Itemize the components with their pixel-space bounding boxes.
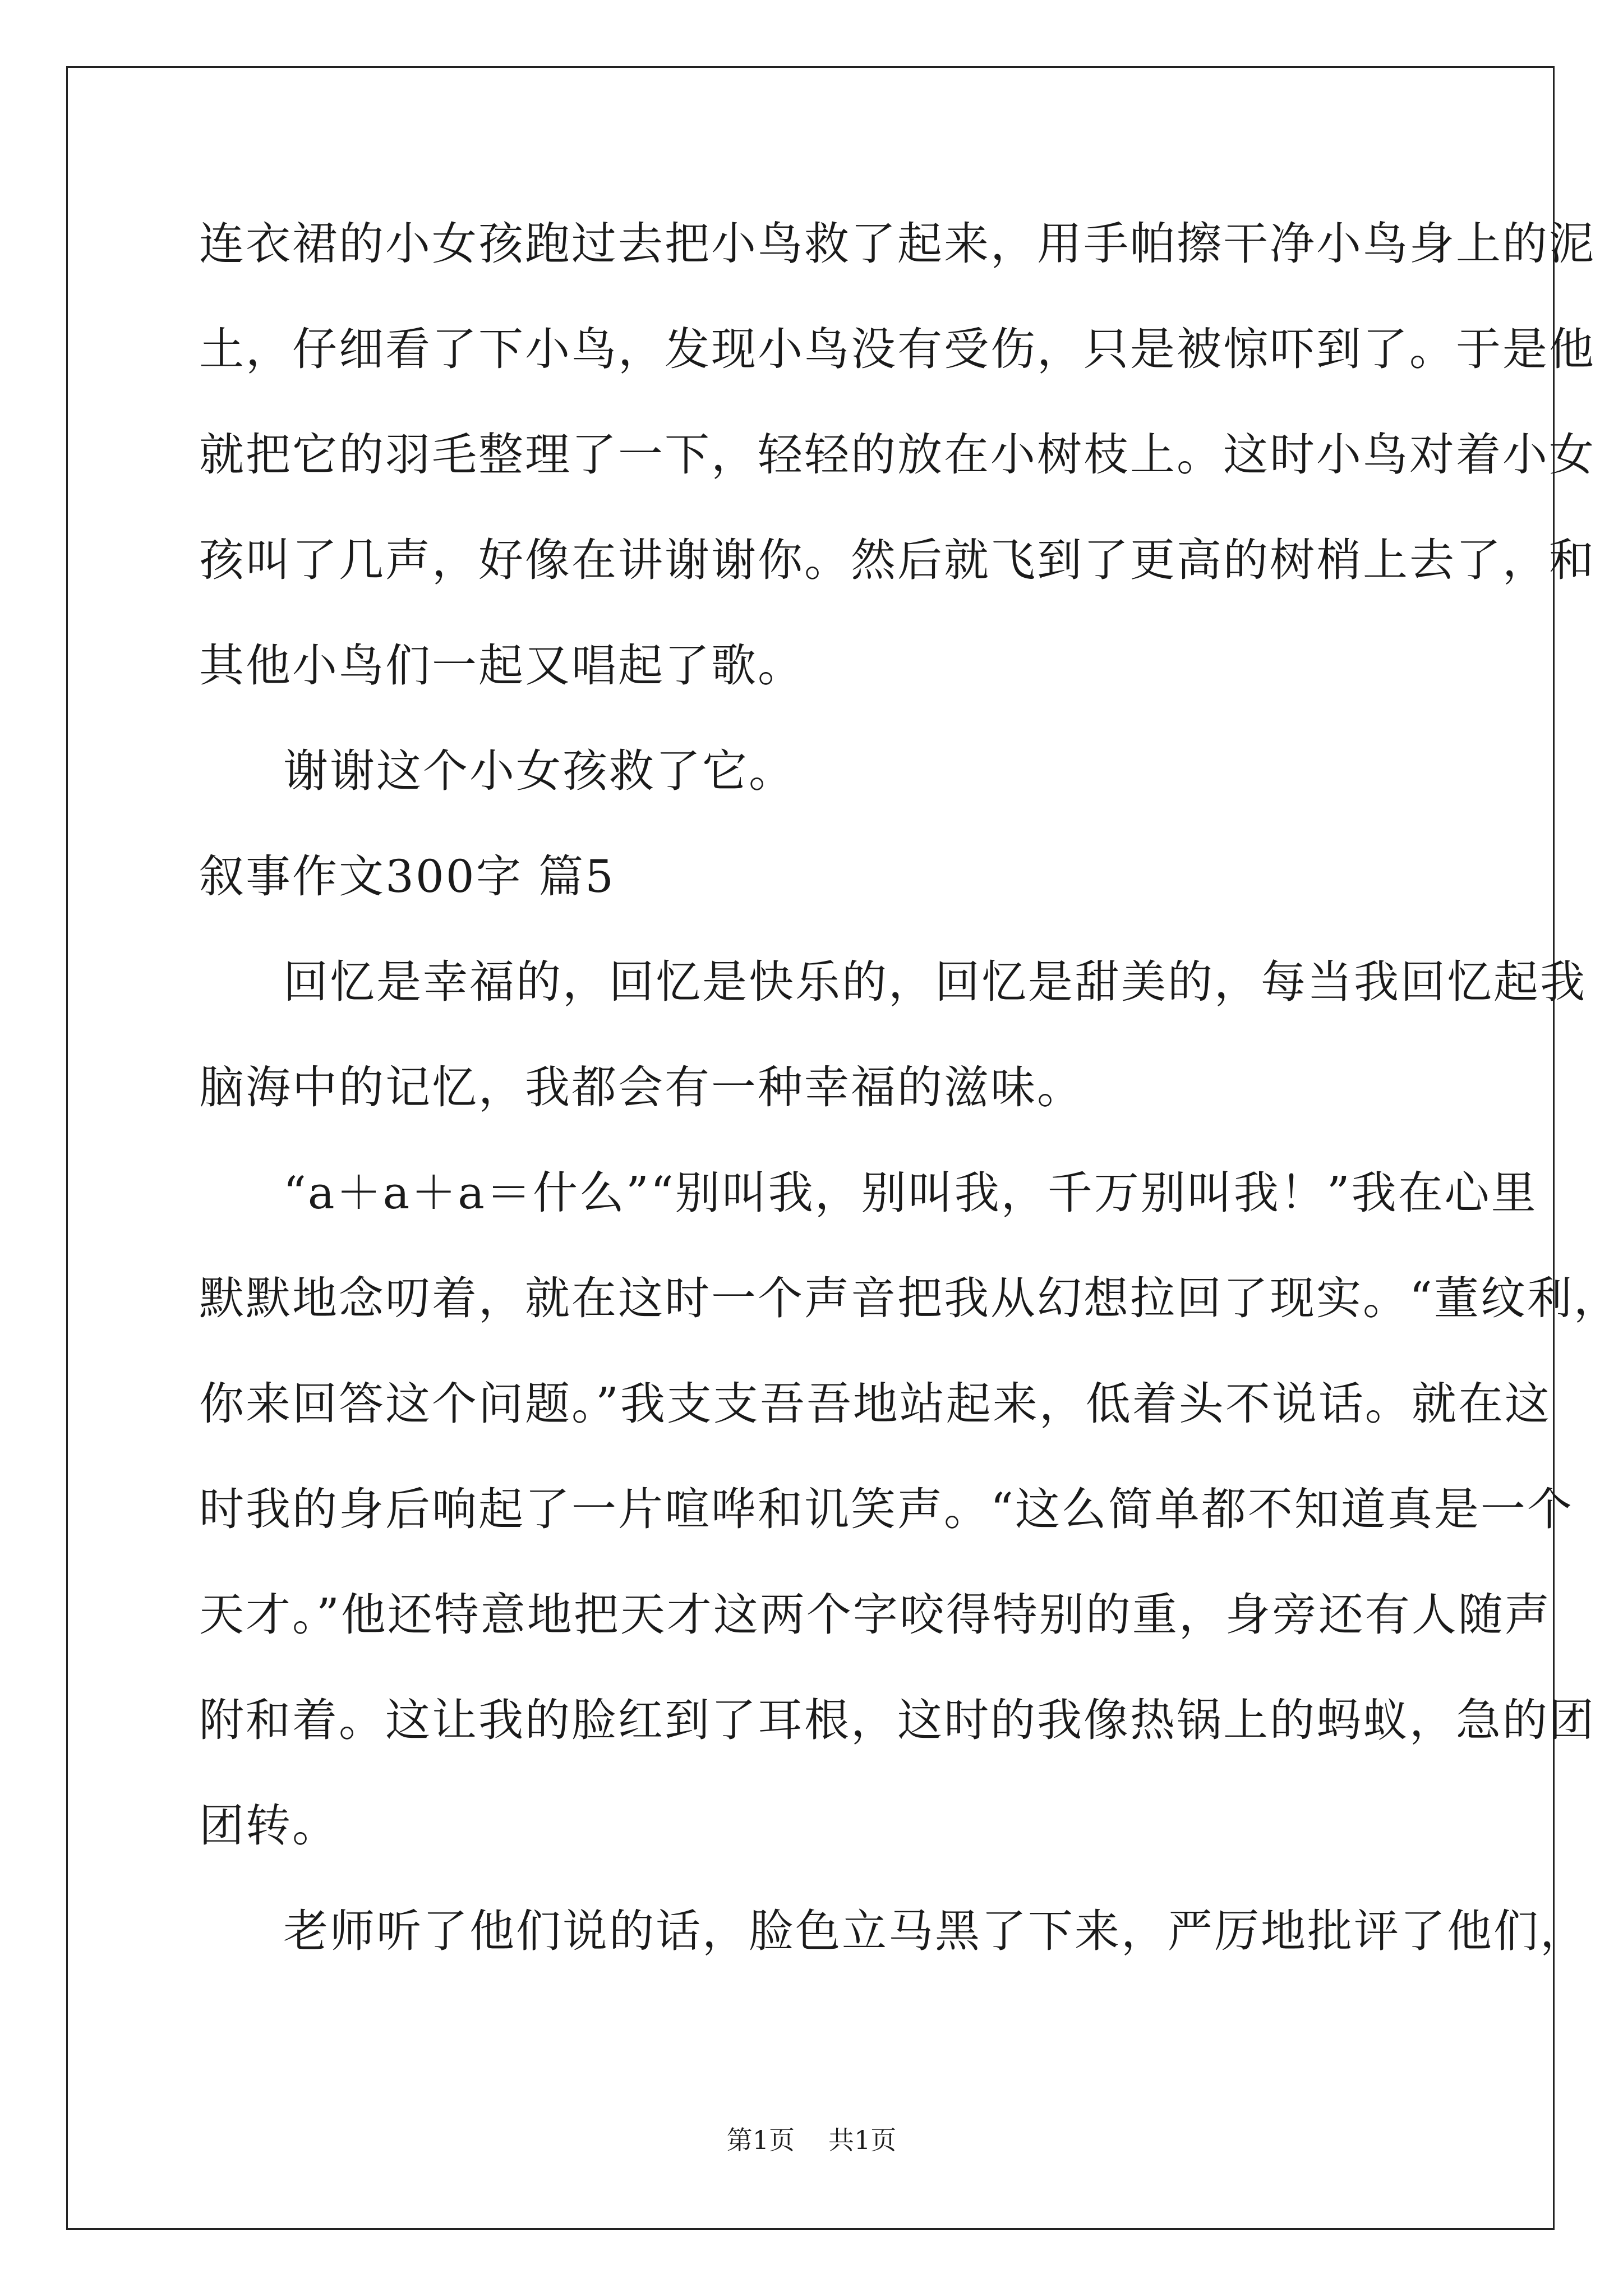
text-line: 附和着。这让我的脸红到了耳根，这时的我像热锅上的蚂蚁，急的团: [199, 1694, 1596, 1746]
text-line: 脑海中的记忆，我都会有一种幸福的滋味。: [199, 1061, 1083, 1114]
text-line: 回忆是幸福的，回忆是快乐的，回忆是甜美的，每当我回忆起我: [283, 956, 1587, 1008]
text-line: 谢谢这个小女孩救了它。: [283, 745, 795, 797]
text-line: 土，仔细看了下小鸟，发现小鸟没有受伤，只是被惊吓到了。于是他: [199, 323, 1596, 375]
text-line: 团转。: [199, 1800, 339, 1852]
document-body: [199, 218, 1620, 2014]
page-footer: [0, 2127, 1623, 2153]
text-line: 孩叫了几声，好像在讲谢谢你。然后就飞到了更高的树梢上去了，和: [199, 534, 1596, 586]
text-line: 你来回答这个问题。”我支支吾吾地站起来，低着头不说话。就在这: [199, 1378, 1551, 1430]
page-total: 共1页: [828, 2125, 897, 2155]
page-number: 第1页: [726, 2125, 795, 2155]
text-line: 就把它的羽毛整理了一下，轻轻的放在小树枝上。这时小鸟对着小女: [199, 429, 1596, 481]
text-line: 连衣裙的小女孩跑过去把小鸟救了起来，用手帕擦干净小鸟身上的泥: [199, 218, 1596, 270]
text-line: 默默地念叨着，就在这时一个声音把我从幻想拉回了现实。“董纹利，: [199, 1272, 1620, 1324]
text-line: 时我的身后响起了一片喧哗和讥笑声。“这么简单都不知道真是一个: [199, 1483, 1574, 1535]
text-line: “a＋a＋a＝什么”“别叫我，别叫我，千万别叫我！”我在心里: [283, 1167, 1538, 1219]
text-line: 老师听了他们说的话，脸色立马黑了下来，严厉地批评了他们，: [283, 1905, 1587, 1957]
section-heading: 叙事作文300字 篇5: [199, 850, 616, 903]
text-line: 天才。”他还特意地把天才这两个字咬得特别的重，身旁还有人随声: [199, 1589, 1551, 1641]
text-line: 其他小鸟们一起又唱起了歌。: [199, 639, 804, 692]
